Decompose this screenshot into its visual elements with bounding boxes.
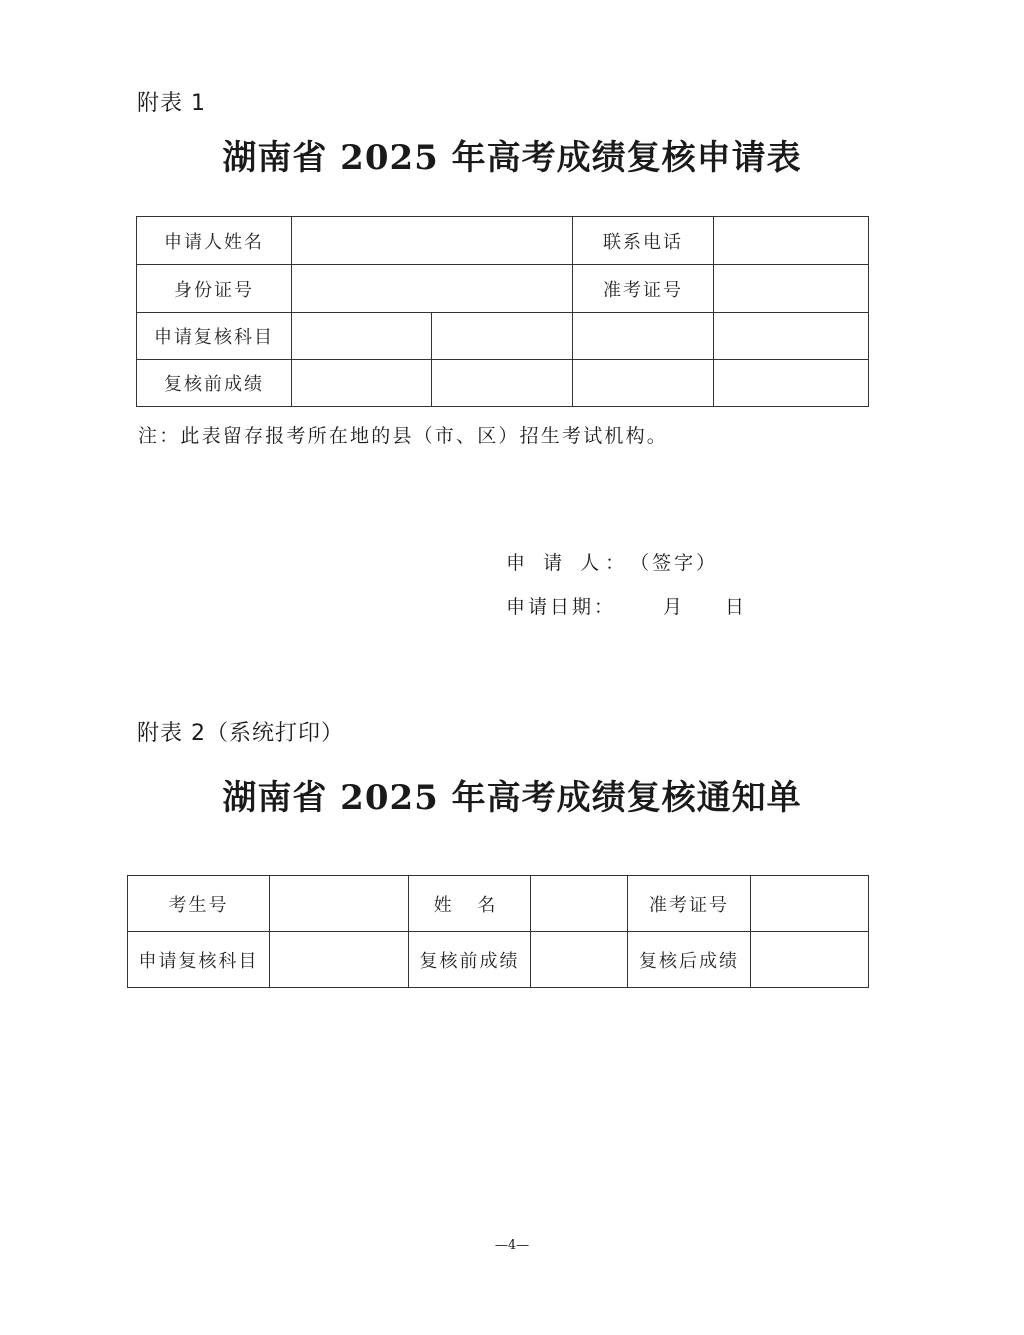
page-number: —4— — [494, 1238, 530, 1253]
exam-ticket-label: 准考证号 — [573, 265, 714, 313]
name-label: 姓 名 — [409, 876, 531, 932]
review-subject-field-2[interactable] — [432, 313, 573, 360]
table-row — [128, 876, 869, 932]
signature-hint: （签字） — [630, 552, 719, 574]
review-subjects-label: 申请复核科目 — [137, 313, 292, 360]
applicant-name-field[interactable] — [292, 217, 573, 265]
applicant-signature-line — [506, 548, 718, 575]
application-date-label: 申请日期： — [506, 596, 617, 618]
application-form-table — [136, 216, 869, 407]
phone-field[interactable] — [714, 217, 869, 265]
score-before-field-2[interactable] — [432, 360, 573, 407]
table-row — [128, 932, 869, 988]
applicant-name-label: 申请人姓名 — [137, 217, 292, 265]
exam-ticket-field[interactable] — [714, 265, 869, 313]
table-row — [137, 360, 869, 407]
review-subject-field-1[interactable] — [292, 313, 432, 360]
score-before-label: 复核前成绩 — [137, 360, 292, 407]
annex1-title: 湖南省 2025 年高考成绩复核申请表 — [222, 138, 802, 178]
date-day: 日 — [725, 596, 745, 618]
score-before-field-4[interactable] — [714, 360, 869, 407]
storage-note: 注：此表留存报考所在地的县（市、区）招生考试机构。 — [138, 425, 669, 447]
review-subjects-field[interactable] — [270, 932, 409, 988]
applicant-signature-label: 申 请 人： — [506, 552, 631, 574]
application-date-line — [506, 592, 744, 619]
score-before-field-3[interactable] — [573, 360, 714, 407]
review-subject-field-4[interactable] — [714, 313, 869, 360]
annex2-title: 湖南省 2025 年高考成绩复核通知单 — [222, 778, 802, 818]
name-field[interactable] — [531, 876, 628, 932]
table-row — [137, 313, 869, 360]
table-row — [137, 217, 869, 265]
candidate-number-field[interactable] — [270, 876, 409, 932]
candidate-number-label: 考生号 — [128, 876, 270, 932]
table-row — [137, 265, 869, 313]
exam-ticket-field[interactable] — [751, 876, 869, 932]
id-number-label: 身份证号 — [137, 265, 292, 313]
review-subjects-label: 申请复核科目 — [128, 932, 270, 988]
score-before-field[interactable] — [531, 932, 628, 988]
score-before-label: 复核前成绩 — [409, 932, 531, 988]
review-subject-field-3[interactable] — [573, 313, 714, 360]
exam-ticket-label: 准考证号 — [628, 876, 751, 932]
review-notice-table — [127, 875, 869, 988]
date-month: 月 — [663, 596, 683, 618]
annex1-label: 附表 1 — [137, 91, 206, 116]
phone-label: 联系电话 — [573, 217, 714, 265]
id-number-field[interactable] — [292, 265, 573, 313]
score-after-label: 复核后成绩 — [628, 932, 751, 988]
score-after-field[interactable] — [751, 932, 869, 988]
score-before-field-1[interactable] — [292, 360, 432, 407]
annex2-label: 附表 2（系统打印） — [137, 721, 344, 746]
